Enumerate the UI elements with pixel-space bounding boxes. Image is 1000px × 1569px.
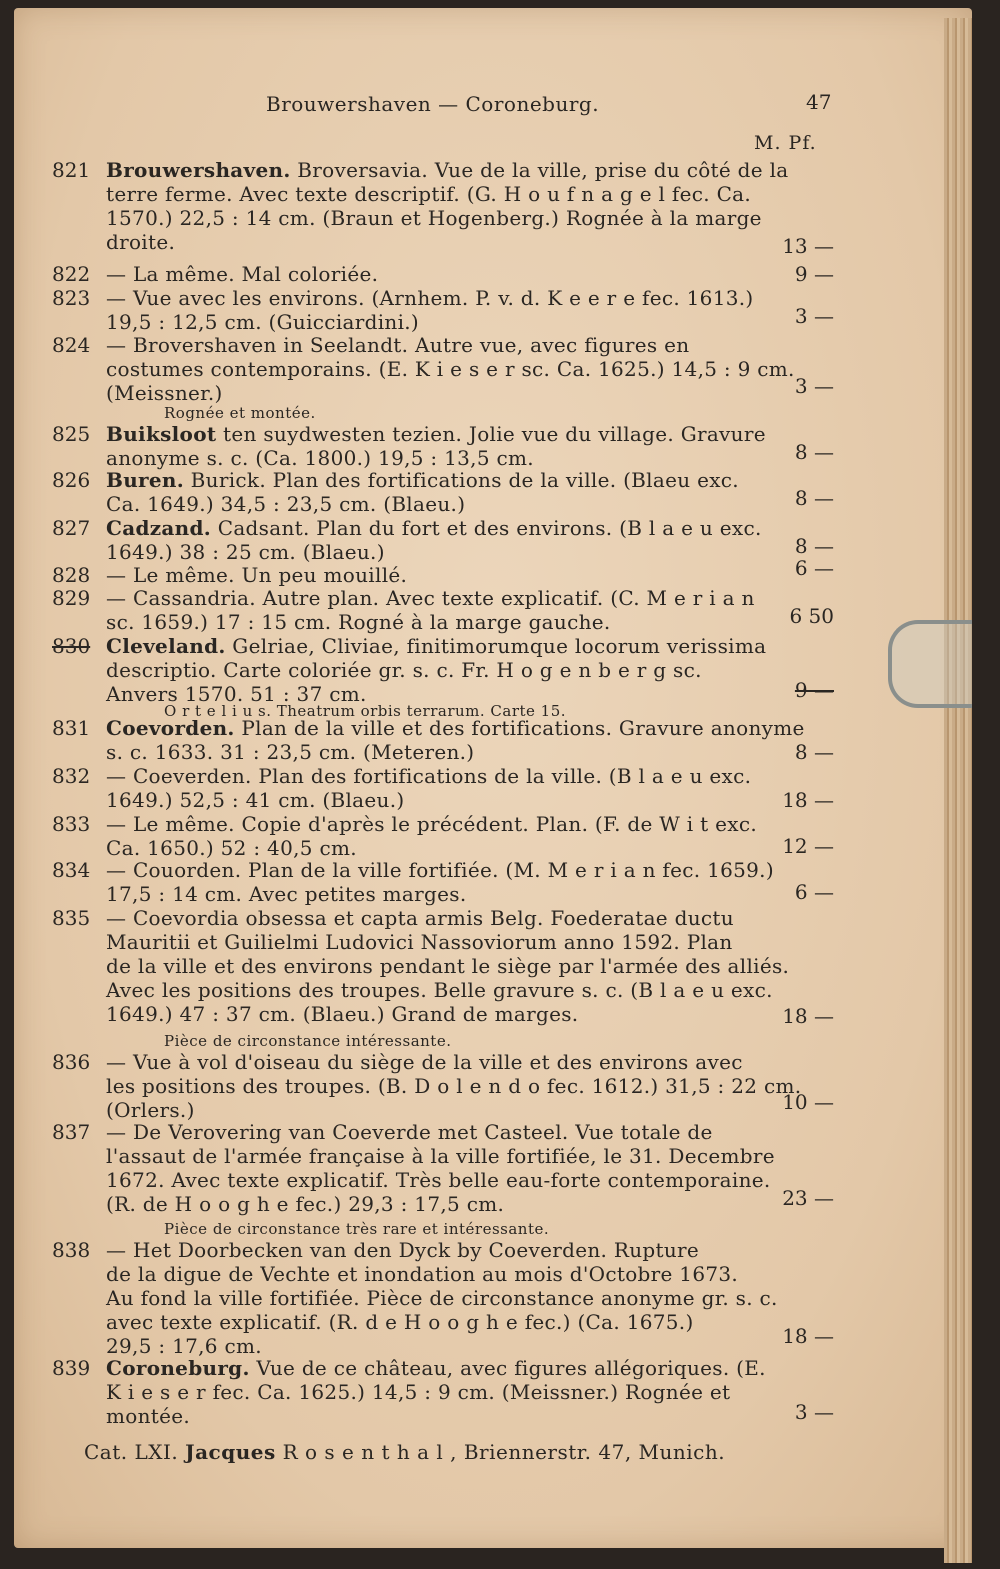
entry-price: 18 —	[782, 1004, 834, 1028]
entry-line: sc. 1659.) 17 : 15 cm. Rogné à la marge gauche.	[106, 610, 611, 634]
entry-line: Avec les positions des troupes. Belle gravure s. c. (B l a e u exc.	[106, 978, 773, 1002]
footer-catalog: Cat. LXI.	[84, 1440, 179, 1464]
entry-line: montée.	[106, 1404, 191, 1428]
entry-line: Ca. 1650.) 52 : 40,5 cm.	[106, 836, 357, 860]
entry-line: 17,5 : 14 cm. Avec petites marges.	[106, 882, 467, 906]
entry-line: Buren. Burick. Plan des fortifications de la ville. (Blaeu exc.	[106, 468, 739, 492]
entry-price: 3 —	[794, 304, 834, 328]
entry-place-name: Cleveland.	[106, 634, 226, 658]
entry-line: 1649.) 47 : 37 cm. (Blaeu.) Grand de marges.	[106, 1002, 579, 1026]
entry-line: Coroneburg. Vue de ce château, avec figures allégoriques. (E.	[106, 1356, 766, 1380]
entry-line: l'assaut de l'armée française à la ville fortifiée, le 31. Decembre	[106, 1144, 775, 1168]
entry-number: 834	[52, 858, 91, 882]
entry-line: Ca. 1649.) 34,5 : 23,5 cm. (Blaeu.)	[106, 492, 466, 516]
catalog-page	[14, 8, 972, 1548]
entry-line: Cadzand. Cadsant. Plan du fort et des environs. (B l a e u exc.	[106, 516, 762, 540]
entry-line: de la digue de Vechte et inondation au mois d'Octobre 1673.	[106, 1262, 739, 1286]
running-header	[14, 88, 972, 118]
entry-place-name: Coroneburg.	[106, 1356, 250, 1380]
entry-number: 832	[52, 764, 91, 788]
footer	[84, 1440, 725, 1464]
entry-line: — Het Doorbecken van den Dyck by Coeverden. Rupture	[106, 1238, 700, 1262]
entry-note: O r t e l i u s. Theatrum orbis terrarum. Carte 15.	[164, 702, 567, 720]
entry-note: Pièce de circonstance intéressante.	[164, 1032, 452, 1050]
entry-number: 825	[52, 422, 91, 446]
entry-line: — De Verovering van Coeverde met Casteel. Vue totale de	[106, 1120, 713, 1144]
entry-number: 839	[52, 1356, 91, 1380]
entry-number: 822	[52, 262, 91, 286]
entry-line: 1672. Avec texte explicatif. Très belle eau-forte contemporaine.	[106, 1168, 771, 1192]
entry-note: Pièce de circonstance très rare et intéressante.	[164, 1220, 550, 1238]
entry-number: 831	[52, 716, 91, 740]
footer-publisher-rest: R o s e n t h a l , Briennerstr. 47, Munich.	[282, 1440, 726, 1464]
entry-line: — Coevordia obsessa et capta armis Belg. Foederatae ductu	[106, 906, 734, 930]
entry-line: de la ville et des environs pendant le siège par l'armée des alliés.	[106, 954, 790, 978]
entry-line: — Le même. Copie d'après le précédent. Plan. (F. de W i t exc.	[106, 812, 758, 836]
entry-price: 23 —	[782, 1186, 834, 1210]
entry-price: 3 —	[794, 374, 834, 398]
entry-place-name: Cadzand.	[106, 516, 212, 540]
entry-place-name: Coevorden.	[106, 716, 235, 740]
entry-line: Anvers 1570. 51 : 37 cm.	[106, 682, 367, 706]
entry-number: 829	[52, 586, 91, 610]
header-title: Brouwershaven — Coroneburg.	[266, 92, 600, 116]
entry-note: Rognée et montée.	[164, 404, 316, 422]
entry-line: — Le même. Un peu mouillé.	[106, 563, 408, 587]
entry-price: 3 —	[794, 1400, 834, 1424]
entry-line: descriptio. Carte coloriée gr. s. c. Fr. H o g e n b e r g sc.	[106, 658, 702, 682]
entry-number: 823	[52, 286, 91, 310]
entry-number: 826	[52, 468, 91, 492]
entry-number: 837	[52, 1120, 91, 1144]
page-edge	[944, 18, 972, 1563]
entry-price: 8 —	[794, 534, 834, 558]
entry-line: anonyme s. c. (Ca. 1800.) 19,5 : 13,5 cm.	[106, 446, 534, 470]
entry-number: 838	[52, 1238, 91, 1262]
entry-price: 8 —	[794, 440, 834, 464]
entry-line: — Brovershaven in Seelandt. Autre vue, avec figures en	[106, 333, 690, 357]
entry-line: Mauritii et Guilielmi Ludovici Nassoviorum anno 1592. Plan	[106, 930, 733, 954]
entry-line: s. c. 1633. 31 : 23,5 cm. (Meteren.)	[106, 740, 475, 764]
entry-line: les positions des troupes. (B. D o l e n d o fec. 1612.) 31,5 : 22 cm.	[106, 1074, 802, 1098]
entry-line: (R. de H o o g h e fec.) 29,3 : 17,5 cm.	[106, 1192, 505, 1216]
entry-line: K i e s e r fec. Ca. 1625.) 14,5 : 9 cm. (Meissner.) Rognée et	[106, 1380, 731, 1404]
entry-price: 6 —	[794, 880, 834, 904]
entry-line: 29,5 : 17,6 cm.	[106, 1334, 262, 1358]
entry-price: 13 —	[782, 234, 834, 258]
entry-price: 8 —	[794, 486, 834, 510]
entry-number: 830	[52, 634, 91, 658]
entry-number: 836	[52, 1050, 91, 1074]
entry-number: 835	[52, 906, 91, 930]
entry-place-name: Buren.	[106, 468, 185, 492]
entry-price: 9 —	[794, 678, 834, 702]
entry-price: 8 —	[794, 740, 834, 764]
entry-number: 833	[52, 812, 91, 836]
entry-price: 18 —	[782, 1324, 834, 1348]
entry-line: Au fond la ville fortifiée. Pièce de circonstance anonyme gr. s. c.	[106, 1286, 778, 1310]
currency-heading: M. Pf.	[754, 132, 817, 154]
entry-line: — Vue avec les environs. (Arnhem. P. v. d. K e e r e fec. 1613.)	[106, 286, 754, 310]
page-clip	[888, 620, 972, 708]
entry-line: — Vue à vol d'oiseau du siège de la ville et des environs avec	[106, 1050, 743, 1074]
entry-price: 18 —	[782, 788, 834, 812]
entry-line: — Coeverden. Plan des fortifications de la ville. (B l a e u exc.	[106, 764, 752, 788]
entry-price: 6 50	[789, 604, 834, 628]
entry-line: terre ferme. Avec texte descriptif. (G. H o u f n a g e l fec. Ca.	[106, 182, 752, 206]
entry-number: 827	[52, 516, 91, 540]
entry-line: — Couorden. Plan de la ville fortifiée. (M. M e r i a n fec. 1659.)	[106, 858, 774, 882]
entry-price: 10 —	[782, 1090, 834, 1114]
entry-number: 828	[52, 563, 91, 587]
entry-place-name: Buiksloot	[106, 422, 217, 446]
entry-line: Brouwershaven. Broversavia. Vue de la ville, prise du côté de la	[106, 158, 789, 182]
entry-line: — Cassandria. Autre plan. Avec texte explicatif. (C. M e r i a n	[106, 586, 755, 610]
entry-line: droite.	[106, 230, 176, 254]
entry-line: (Orlers.)	[106, 1098, 195, 1122]
entry-line: (Meissner.)	[106, 381, 223, 405]
entry-line: 1570.) 22,5 : 14 cm. (Braun et Hogenberg.) Rognée à la marge	[106, 206, 762, 230]
entry-line: 1649.) 38 : 25 cm. (Blaeu.)	[106, 540, 385, 564]
entry-line: 1649.) 52,5 : 41 cm. (Blaeu.)	[106, 788, 405, 812]
entry-price: 9 —	[794, 262, 834, 286]
footer-publisher-first: Jacques	[185, 1440, 276, 1464]
entry-line: 19,5 : 12,5 cm. (Guicciardini.)	[106, 310, 420, 334]
entry-line: Coevorden. Plan de la ville et des fortifications. Gravure anonyme	[106, 716, 805, 740]
entry-line: Buiksloot ten suydwesten tezien. Jolie vue du village. Gravure	[106, 422, 766, 446]
entry-number: 821	[52, 158, 91, 182]
entry-line: Cleveland. Gelriae, Cliviae, finitimorumque locorum verissima	[106, 634, 767, 658]
entry-price: 6 —	[794, 556, 834, 580]
entry-number: 824	[52, 333, 91, 357]
entry-line: costumes contemporains. (E. K i e s e r sc. Ca. 1625.) 14,5 : 9 cm.	[106, 357, 795, 381]
page-number: 47	[806, 90, 832, 114]
entry-place-name: Brouwershaven.	[106, 158, 291, 182]
entry-line: avec texte explicatif. (R. d e H o o g h e fec.) (Ca. 1675.)	[106, 1310, 694, 1334]
entry-line: — La même. Mal coloriée.	[106, 262, 379, 286]
entry-price: 12 —	[782, 834, 834, 858]
